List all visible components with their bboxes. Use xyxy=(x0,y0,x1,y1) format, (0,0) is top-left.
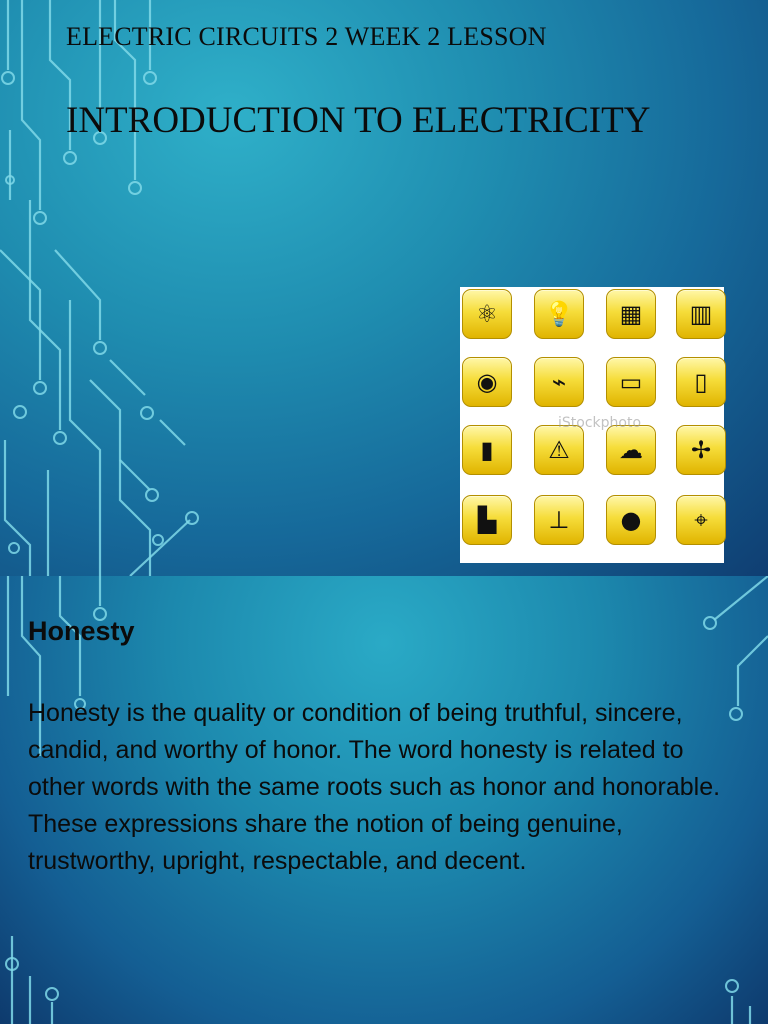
electricity-icons-image xyxy=(460,287,724,563)
power-tower-icon: ⌖ xyxy=(676,495,726,545)
power-socket-icon: ◉ xyxy=(462,357,512,407)
slide-honesty xyxy=(0,576,768,1024)
car-battery-icon: ▭ xyxy=(606,357,656,407)
light-bulb-icon: 💡 xyxy=(534,289,584,339)
lesson-subtitle: ELECTRIC CIRCUITS 2 WEEK 2 LESSON xyxy=(66,22,547,51)
battery-icon: ▮ xyxy=(462,425,512,475)
solar-panel-icon: ▦ xyxy=(606,289,656,339)
high-voltage-warning-icon: ⚠ xyxy=(534,425,584,475)
section-heading: Honesty xyxy=(28,616,135,646)
oil-pump-icon: ⊥ xyxy=(534,495,584,545)
storm-cloud-icon: ☁ xyxy=(606,425,656,475)
atom-icon: ⚛ xyxy=(462,289,512,339)
oil-drop-icon: ● xyxy=(606,495,656,545)
fluorescent-lamp-icon: ▯ xyxy=(676,357,726,407)
watermark: iStockphoto xyxy=(558,415,642,431)
wind-turbine-icon: ✢ xyxy=(676,425,726,475)
electric-plug-icon: ⌁ xyxy=(534,357,584,407)
honesty-paragraph: Honesty is the quality or condition of being truthful, sincere, candid, and worthy of honor. The word honesty is related to other words with the same roots such as honor and honorable. These expressions share the notion of being genuine, trustworthy, upright, respectable, and decent. xyxy=(28,699,721,875)
fuse-icon: ▥ xyxy=(676,289,726,339)
slide-title-text: INTRODUCTION TO ELECTRICITY xyxy=(66,100,651,141)
factory-icon: ▙ xyxy=(462,495,512,545)
